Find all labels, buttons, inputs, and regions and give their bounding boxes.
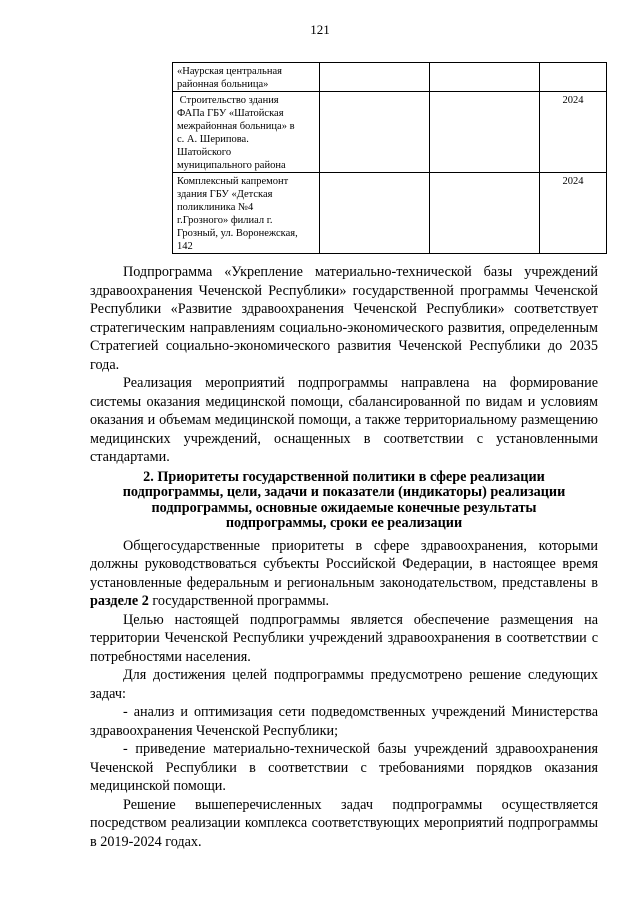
section-heading: 2. Приоритеты государственной политики в сфере реализации подпрограммы, цели, задачи и показатели (индикаторы) реализации подпрограммы, основные ожидаемые конечные результаты подпрограммы, сроки ее реализации [122,468,566,531]
table-cell [320,92,430,173]
list-item: - анализ и оптимизация сети подведомственных учреждений Министерства здравоохранения Чеченской Республики; [90,704,598,739]
page-number: 121 [310,22,330,37]
paragraph: Реализация мероприятий подпрограммы направлена на формирование системы оказания медицинской помощи, сбалансированной по видам и условиям оказания и объемам медицинской помощи, а также территориальному размещению медицинских учреждений, оснащенных в соответствии с установленными стандартами. [90,375,598,465]
paragraph: Общегосударственные приоритеты в сфере здравоохранения, которыми должны руководствоваться субъекты Российской Федерации, в настоящее время установленные федеральным и региональным законодательством, представлены в разделе 2 государственной программы. [90,537,598,609]
list-item: - приведение материально-технической базы учреждений здравоохранения Чеченской Республики в соответствии с требованиями порядков оказания медицинской помощи. [90,741,598,794]
table-cell-name: «Наурская центральная районная больница» [173,63,320,92]
paragraph: Целью настоящей подпрограммы является обеспечение размещения на территории Чеченской Республики учреждений здравоохранения в соответствии с потребностями населения. [90,611,598,665]
table-cell [430,92,540,173]
table-cell [320,173,430,254]
continuation-table [172,62,607,254]
table-cell-year [540,63,607,92]
table-cell [430,173,540,254]
table-row [173,63,607,92]
table-cell [430,63,540,92]
section-reference: разделе 2 [90,593,149,609]
table-cell-name: Комплексный капремонт здания ГБУ «Детская поликлиника №4 г.Грозного» филиал г. Грозный, ул. Воронежская, 142 [173,173,320,254]
table-cell-year: 2024 [540,92,607,173]
body-text [90,263,598,851]
paragraph: Решение вышеперечисленных задач подпрограммы осуществляется посредством реализации комплекса соответствующих мероприятий подпрограммы в 2019-2024 годах. [90,796,598,850]
table-cell-name: Строительство здания ФАПа ГБУ «Шатойская межрайонная больница» в с. А. Шерипова. Шатойского муниципального района [173,92,320,173]
paragraph: Для достижения целей подпрограммы предусмотрено решение следующих задач: [90,667,598,702]
table-cell [320,63,430,92]
table-cell-year: 2024 [540,173,607,254]
table-row [173,92,607,173]
paragraph: Подпрограмма «Укрепление материально-технической базы учреждений здравоохранения Чеченской Республики» государственной программы Чеченской Республики «Развитие здравоохранения Чеченской Республики» соответствует стратегическим направлениям социально-экономического развития, определенным Стратегией социально-экономического развития Чеченской Республики до 2035 года. [90,264,598,373]
table-row [173,173,607,254]
